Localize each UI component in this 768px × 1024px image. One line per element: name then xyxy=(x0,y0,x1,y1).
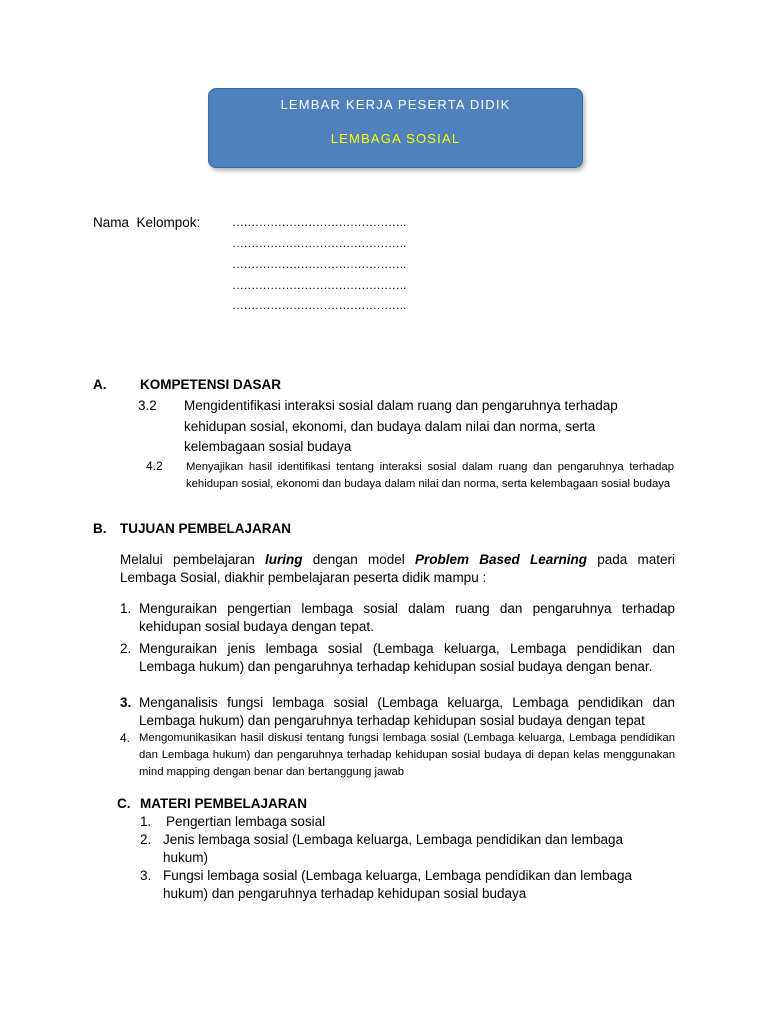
group-name-line-2: ………………………………………. xyxy=(232,236,406,250)
section-b-heading: TUJUAN PEMBELAJARAN xyxy=(120,521,292,536)
group-name-line-5: ………………………………………. xyxy=(232,298,406,312)
group-name-line-4: ………………………………………. xyxy=(232,278,406,292)
objective-1-text: Menguraikan pengertian lembaga sosial dalam ruang dan pengaruhnya terhadap kehidupan sosial budaya dengan tepat. xyxy=(139,601,675,634)
objective-2-number: 2. xyxy=(120,641,132,656)
section-c-letter: C. xyxy=(117,796,131,811)
worksheet-subtitle: LEMBAGA SOSIAL xyxy=(330,131,461,146)
objective-4-text: Mengomunikasikan hasil diskusi tentang fungsi lembaga sosial (Lembaga keluarga, Lembaga pendidikan dan Lembaga hukum) dan pengaruhnya terhadap kehidupan sosial budaya di depan kelas menggunakan mind mapping dengan benar dan bertanggung jawab xyxy=(139,732,675,778)
material-1-text: Pengertian lembaga sosial xyxy=(166,814,326,829)
section-a-heading: KOMPETENSI DASAR xyxy=(140,377,282,392)
material-3-line-2: hukum) dan pengaruhnya terhadap kehidupan sosial budaya xyxy=(163,886,527,901)
list-item xyxy=(120,730,675,781)
worksheet-title: LEMBAR KERJA PESERTA DIDIK xyxy=(280,97,511,112)
section-c-heading: MATERI PEMBELAJARAN xyxy=(140,796,308,811)
section-b-letter: B. xyxy=(93,521,107,536)
list-item xyxy=(120,640,675,676)
group-name-line-3: ………………………………………. xyxy=(232,257,406,271)
material-2-line-2: hukum) xyxy=(163,850,209,865)
kd-4-2-number: 4.2 xyxy=(146,459,163,473)
material-1-number: 1. xyxy=(140,814,152,829)
objective-1-number: 1. xyxy=(120,601,132,616)
intro-luring: luring xyxy=(265,552,303,567)
kd-4-2-text: Menyajikan hasil identifikasi tentang interaksi sosial dalam ruang dan pengaruhnya terhadap kehidupan sosial, ekonomi dan budaya dalam nilai dan norma, serta kelembagaan sosial budaya xyxy=(186,461,674,490)
kd-3-2-line-1: Mengidentifikasi interaksi sosial dalam ruang dan pengaruhnya terhadap xyxy=(184,398,618,413)
objective-3-text: Menganalisis fungsi lembaga sosial (Lembaga keluarga, Lembaga pendidikan dan Lembaga hukum) dan pengaruhnya terhadap kehidupan sosial budaya dengan tepat xyxy=(139,695,675,728)
material-3-number: 3. xyxy=(140,868,152,883)
material-2-line-1: Jenis lembaga sosial (Lembaga keluarga, Lembaga pendidikan dan lembaga xyxy=(163,832,624,847)
list-item xyxy=(120,600,675,636)
objectives-intro xyxy=(120,551,675,587)
group-name-line-1: ………………………………………. xyxy=(232,215,406,229)
intro-part-3: pada materi Lembaga Sosial, diakhir pembelajaran peserta didik mampu : xyxy=(120,552,676,585)
list-item xyxy=(120,694,675,730)
material-3-line-1: Fungsi lembaga sosial (Lembaga keluarga, Lembaga pendidikan dan lembaga xyxy=(163,868,633,883)
kd-3-2-line-2: kehidupan sosial, ekonomi, dan budaya dalam nilai dan norma, serta xyxy=(184,419,596,434)
section-a-letter: A. xyxy=(93,377,107,392)
kd-3-2-line-3: kelembagaan sosial budaya xyxy=(184,439,352,454)
objective-2-text: Menguraikan jenis lembaga sosial (Lembaga keluarga, Lembaga pendidikan dan Lembaga hukum) dan pengaruhnya terhadap kehidupan sosial budaya dengan benar. xyxy=(139,641,675,674)
intro-pbl: Problem Based Learning xyxy=(415,552,588,567)
title-banner xyxy=(208,88,583,168)
intro-part-1: Melalui pembelajaran xyxy=(120,552,266,567)
material-2-number: 2. xyxy=(140,832,152,847)
intro-part-2: dengan model xyxy=(302,552,416,567)
objective-4-number: 4. xyxy=(120,731,131,745)
objective-3-number: 3. xyxy=(120,695,132,710)
group-label: Nama Kelompok: xyxy=(93,215,201,230)
kd-3-2-number: 3.2 xyxy=(138,398,157,413)
